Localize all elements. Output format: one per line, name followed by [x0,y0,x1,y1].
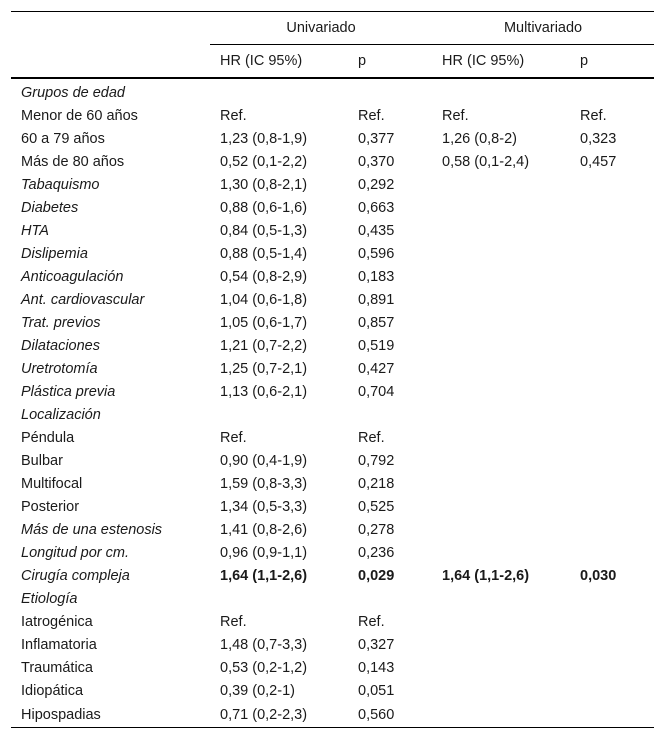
table-row [11,518,654,541]
table-row [11,702,654,728]
cell-hr-univariado: 1,04 (0,6-1,8) [220,291,308,308]
cell-hr-multivariado [432,426,570,449]
cell-p-multivariado [570,449,654,472]
row-label: Longitud por cm. [21,544,130,561]
cell-p-multivariado [570,403,654,426]
cell-p-multivariado: 0,457 [580,153,617,170]
row-label: Uretrotomía [21,360,98,377]
cell-hr-multivariado [432,472,570,495]
cell-p-multivariado [570,380,654,403]
cell-hr-multivariado [432,78,570,104]
row-label: Etiología [21,590,78,607]
cell-hr-multivariado [432,380,570,403]
row-label: Idiopática [21,682,84,699]
table-row [11,403,654,426]
row-label: Menor de 60 años [21,107,138,124]
table-row [11,288,654,311]
cell-p-multivariado [570,587,654,610]
cell-p-multivariado [570,495,654,518]
cell-p-multivariado [570,242,654,265]
cell-hr-univariado: 0,53 (0,2-1,2) [220,659,308,676]
cell-p-multivariado [570,518,654,541]
cell-p-multivariado [570,357,654,380]
table-row [11,587,654,610]
cell-p-univariado: 0,292 [358,176,395,193]
row-label: Grupos de edad [21,84,125,101]
row-label: Péndula [21,429,75,446]
cell-p-multivariado [570,78,654,104]
cell-hr-multivariado [432,242,570,265]
cell-hr-univariado: 0,90 (0,4-1,9) [220,452,308,469]
cell-hr-multivariado [432,357,570,380]
table-header [11,12,654,79]
table-row [11,78,654,104]
table-body [11,78,654,728]
cell-hr-univariado: 1,21 (0,7-2,2) [220,337,308,354]
row-label: Más de 80 años [21,153,125,170]
cell-p-univariado: 0,704 [358,383,395,400]
row-label: Bulbar [21,452,63,469]
cell-hr-univariado: 1,23 (0,8-1,9) [220,130,308,147]
cell-p-multivariado [570,426,654,449]
cell-hr-multivariado [432,196,570,219]
cell-hr-multivariado [432,265,570,288]
row-label: Traumática [21,659,93,676]
header-multivariado: Multivariado [432,12,654,45]
cell-p-multivariado [570,265,654,288]
row-label: Dislipemia [21,245,88,262]
table-row [11,127,654,150]
table-row [11,633,654,656]
table-row [11,541,654,564]
cell-p-multivariado: Ref. [580,107,607,124]
row-label: Localización [21,406,101,423]
cell-hr-univariado: 1,25 (0,7-2,1) [220,360,308,377]
table-row [11,219,654,242]
cell-hr-multivariado [432,219,570,242]
table-row [11,150,654,173]
cell-p-univariado: 0,519 [358,337,395,354]
cell-hr-multivariado [432,633,570,656]
cell-hr-multivariado [432,311,570,334]
cell-p-univariado: 0,857 [358,314,395,331]
results-table [11,11,654,728]
cell-hr-univariado: 1,64 (1,1-2,6) [220,567,308,584]
row-label: Diabetes [21,199,79,216]
cell-hr-univariado [210,587,348,610]
table-row [11,679,654,702]
cell-p-univariado: 0,525 [358,498,395,515]
header-label-col [11,45,210,79]
cell-hr-univariado: Ref. [220,613,247,630]
table-row [11,196,654,219]
cell-hr-multivariado: 0,58 (0,1-2,4) [442,153,530,170]
cell-hr-univariado: 0,39 (0,2-1) [220,682,295,699]
cell-hr-univariado: 1,13 (0,6-2,1) [220,383,308,400]
cell-hr-univariado: 1,59 (0,8-3,3) [220,475,308,492]
row-label: Anticoagulación [21,268,124,285]
cell-hr-multivariado: 1,64 (1,1-2,6) [442,567,530,584]
row-label: Más de una estenosis [21,521,163,538]
cell-hr-univariado: 0,52 (0,1-2,2) [220,153,308,170]
cell-hr-univariado: 0,96 (0,9-1,1) [220,544,308,561]
cell-p-multivariado [570,541,654,564]
cell-p-univariado [348,78,432,104]
cell-p-univariado [348,587,432,610]
cell-p-multivariado [570,472,654,495]
cell-hr-univariado: 1,34 (0,5-3,3) [220,498,308,515]
header-group-row [11,12,654,45]
table-row [11,564,654,587]
cell-hr-multivariado [432,449,570,472]
table-row [11,495,654,518]
cell-hr-univariado: 1,05 (0,6-1,7) [220,314,308,331]
cell-p-univariado: 0,596 [358,245,395,262]
cell-p-univariado: 0,377 [358,130,395,147]
cell-hr-univariado: 0,71 (0,2-2,3) [210,702,348,728]
cell-p-univariado: 0,236 [358,544,395,561]
cell-hr-multivariado [432,679,570,702]
row-label: Tabaquismo [21,176,100,193]
row-label: Ant. cardiovascular [21,291,145,308]
header-hr-multivariado: HR (IC 95%) [432,45,570,79]
cell-hr-univariado: Ref. [220,107,247,124]
row-label: Inflamatoria [21,636,97,653]
cell-hr-univariado: Ref. [220,429,247,446]
cell-hr-multivariado [432,173,570,196]
cell-hr-multivariado [432,288,570,311]
cell-p-multivariado [570,679,654,702]
header-sub-row [11,45,654,79]
cell-p-multivariado [570,173,654,196]
cell-p-multivariado: 0,323 [580,130,617,147]
cell-p-univariado: 0,218 [358,475,395,492]
cell-p-multivariado: 0,030 [580,567,617,584]
row-label: Posterior [21,498,80,515]
cell-hr-multivariado [432,495,570,518]
row-label: Multifocal [21,475,83,492]
table-row [11,357,654,380]
cell-p-univariado: Ref. [358,107,385,124]
cell-hr-multivariado [432,587,570,610]
cell-hr-univariado: 0,88 (0,5-1,4) [220,245,308,262]
row-label: Hipospadias [11,702,210,728]
cell-hr-univariado: 0,84 (0,5-1,3) [220,222,308,239]
cell-hr-multivariado [432,610,570,633]
table-row [11,426,654,449]
cell-hr-multivariado [432,541,570,564]
cell-p-multivariado [570,311,654,334]
cell-hr-multivariado [432,403,570,426]
cell-hr-multivariado: Ref. [442,107,469,124]
cell-p-univariado: 0,891 [358,291,395,308]
cell-p-univariado: 0,435 [358,222,395,239]
cell-hr-univariado [210,78,348,104]
cell-p-multivariado [570,656,654,679]
table-row [11,449,654,472]
cell-p-univariado: Ref. [358,613,385,630]
cell-hr-univariado: 1,41 (0,8-2,6) [220,521,308,538]
cell-p-univariado: 0,370 [358,153,395,170]
cell-hr-univariado: 1,48 (0,7-3,3) [220,636,308,653]
cell-p-multivariado [570,219,654,242]
cell-p-univariado: 0,427 [358,360,395,377]
cell-hr-univariado: 0,88 (0,6-1,6) [220,199,308,216]
cell-p-univariado: 0,183 [358,268,395,285]
cell-p-univariado: 0,327 [358,636,395,653]
header-hr-univariado: HR (IC 95%) [210,45,348,79]
cell-p-univariado: Ref. [358,429,385,446]
cell-hr-univariado: 0,54 (0,8-2,9) [220,268,308,285]
table-row [11,380,654,403]
cell-p-multivariado [570,610,654,633]
cell-hr-multivariado [432,334,570,357]
row-label: Dilataciones [21,337,100,354]
cell-p-univariado: 0,560 [348,702,432,728]
table-row [11,242,654,265]
cell-hr-univariado: 1,30 (0,8-2,1) [220,176,308,193]
cell-hr-multivariado: 1,26 (0,8-2) [442,130,517,147]
header-univariado: Univariado [210,12,432,45]
row-label: HTA [21,222,49,239]
cell-p-multivariado [570,288,654,311]
cell-p-multivariado [570,633,654,656]
row-label: 60 a 79 años [21,130,105,147]
cell-hr-multivariado [432,702,570,728]
cell-p-univariado: 0,051 [358,682,395,699]
row-label: Plástica previa [21,383,116,400]
cell-hr-multivariado [432,656,570,679]
cell-p-univariado: 0,143 [358,659,395,676]
cell-hr-multivariado [432,518,570,541]
header-p-univariado: p [348,45,432,79]
cell-p-univariado: 0,029 [358,567,395,584]
row-label: Iatrogénica [21,613,93,630]
table-row [11,265,654,288]
cell-p-univariado: 0,278 [358,521,395,538]
table-row [11,104,654,127]
table-row [11,610,654,633]
table-row [11,334,654,357]
cell-hr-univariado [210,403,348,426]
cell-p-univariado: 0,792 [358,452,395,469]
cell-p-univariado: 0,663 [358,199,395,216]
row-label: Cirugía compleja [21,567,130,584]
header-p-multivariado: p [570,45,654,79]
cell-p-univariado [348,403,432,426]
cell-p-multivariado [570,334,654,357]
table-row [11,656,654,679]
cell-p-multivariado [570,196,654,219]
cell-p-multivariado [570,702,654,728]
row-label: Trat. previos [21,314,101,331]
table-row [11,311,654,334]
table-row [11,472,654,495]
table-row [11,173,654,196]
header-blank [11,12,210,45]
